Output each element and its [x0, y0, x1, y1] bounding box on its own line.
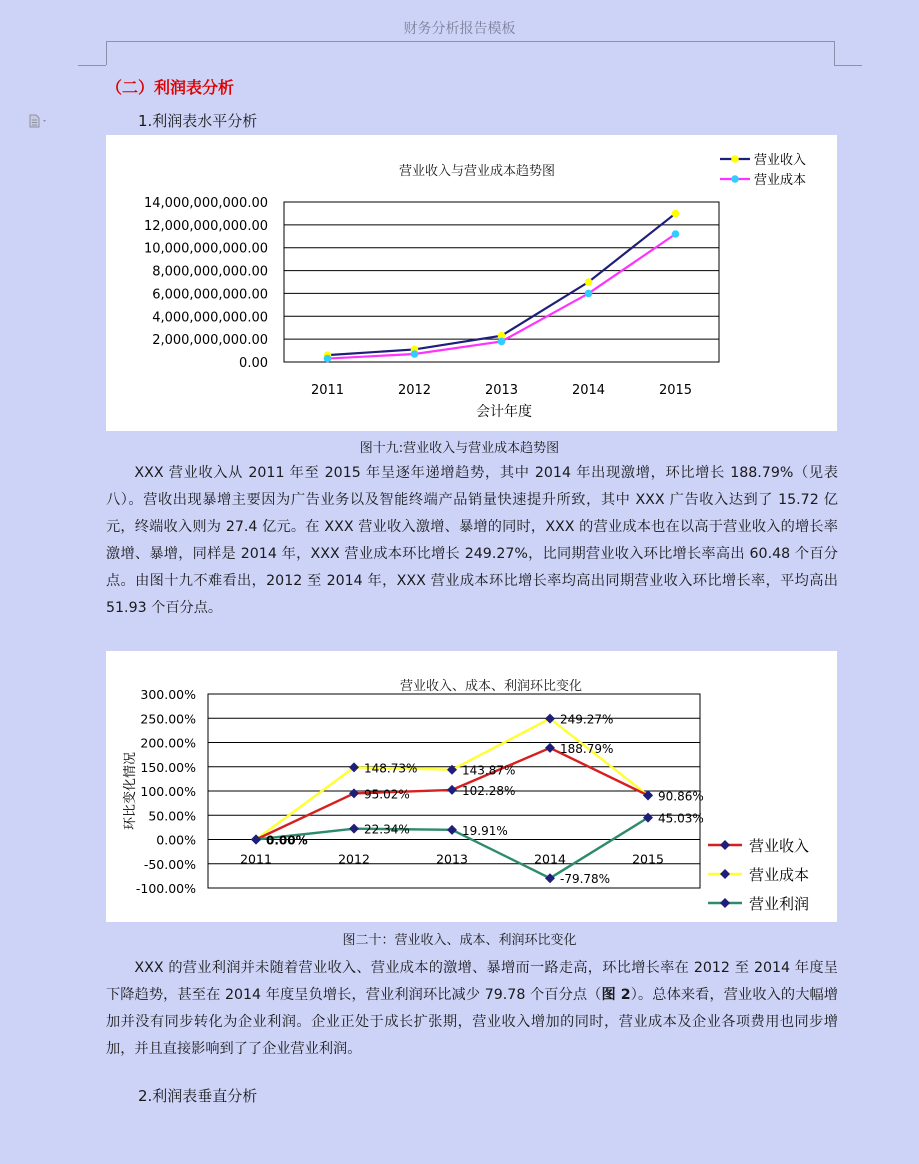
data-point [672, 210, 680, 218]
y-tick-label: -50.00% [143, 856, 196, 872]
paragraph-revenue-analysis [106, 460, 838, 622]
data-point [672, 230, 680, 238]
chart-growth-container [106, 651, 837, 922]
data-point [585, 278, 593, 286]
legend-marker [731, 155, 739, 163]
legend-label: 营业成本 [754, 173, 807, 188]
data-label: 45.03% [658, 811, 704, 826]
data-label: 143.87% [462, 763, 516, 778]
data-label: 148.73% [364, 761, 418, 776]
y-tick-label: 250.00% [140, 711, 196, 727]
data-label: 0.00% [266, 833, 308, 848]
data-label: 95.02% [364, 787, 410, 802]
data-label: 22.34% [364, 822, 410, 837]
series-line-1 [256, 719, 648, 840]
chart-trend-container [106, 135, 837, 431]
x-tick-label: 2011 [240, 851, 272, 867]
paragraph-text-c: ）。总体来看，营业收入的大幅增加并没有同步转化为企业利润。企业正处于成长扩张期，营业收入增加的同时，营业成本及企业各项费用也同步增加，并且直接影响到了了企业营业利润。 [106, 987, 838, 1057]
y-axis-label: 环比变化情况 [123, 751, 138, 831]
y-tick-label: 6,000,000,000.00 [152, 287, 268, 303]
y-tick-label: 14,000,000,000.00 [143, 196, 268, 211]
data-label: 102.28% [462, 783, 516, 798]
data-point [324, 355, 332, 363]
page-header: 财务分析报告模板 [403, 21, 516, 37]
data-point [545, 743, 555, 753]
legend-label: 营业成本 [749, 866, 810, 884]
x-tick-label: 2015 [632, 851, 664, 867]
y-tick-label: 4,000,000,000.00 [152, 310, 268, 326]
chart-growth-change [106, 651, 837, 922]
data-point [447, 825, 457, 835]
x-tick-label: 2012 [397, 383, 432, 398]
y-tick-label: 2,000,000,000.00 [152, 333, 268, 349]
section-title: （二）利润表分析 [106, 78, 235, 97]
subheading-horizontal: 1.利润表水平分析 [138, 112, 258, 130]
margin-mark-right-h [834, 65, 862, 66]
x-axis-label: 会计年度 [476, 404, 532, 420]
data-point [349, 788, 359, 798]
x-tick-label: 2013 [484, 383, 519, 398]
document-icon[interactable] [28, 114, 50, 128]
y-tick-label: 300.00% [140, 687, 196, 702]
paragraph-profit-analysis [106, 955, 838, 1063]
y-tick-label: 150.00% [140, 759, 196, 775]
legend-marker [720, 869, 730, 879]
x-tick-label: 2014 [534, 851, 566, 867]
data-point [447, 765, 457, 775]
data-point [447, 785, 457, 795]
figure-caption-19: 图十九:营业收入与营业成本趋势图 [359, 441, 560, 456]
data-label: 90.86% [658, 789, 704, 804]
legend-marker [720, 840, 730, 850]
data-label: 19.91% [462, 823, 508, 838]
chart-title: 营业收入、成本、利润环比变化 [399, 679, 583, 694]
data-point [411, 350, 419, 358]
data-point [585, 290, 593, 298]
x-tick-label: 2014 [571, 383, 606, 398]
legend-marker [720, 898, 730, 908]
data-point [349, 824, 359, 834]
legend-label: 营业收入 [754, 153, 807, 168]
data-point [498, 338, 506, 346]
data-label: 249.27% [560, 712, 614, 727]
y-tick-label: 12,000,000,000.00 [143, 218, 268, 234]
legend-label: 营业利润 [749, 895, 810, 913]
y-tick-label: 200.00% [140, 735, 196, 751]
data-label: -79.78% [560, 872, 611, 887]
y-tick-label: 0.00 [239, 356, 268, 371]
margin-mark-left-h [78, 65, 106, 66]
figure-reference: 图 2 [601, 987, 631, 1003]
paragraph-text: XXX 营业收入从 2011 年至 2015 年呈逐年递增趋势，其中 2014 年出现激增，环比增长 188.79%（见表八）。营收出现暴增主要因为广告业务以及智能终端产品销量快速提升所致，其中 XXX 广告收入达到了 15.72 亿元，终端收入则为 27.4 亿元。在 XXX 营业收入激增、暴增的同时，XXX 的营业成本也在以高于营业收入的增长率激增、暴增，同样是 2014 年，XXX 营业成本环比增长 249.27%，比同期营业收入环比增长率高出 60.48 个百分点。由图十九不难看出，2012 至 2014 年，XXX 营业成本环比增长率均高出同期营业收入环比增长率，平均高出 51.93 个百分点。 [106, 465, 838, 616]
y-tick-label: 100.00% [140, 784, 196, 799]
legend-marker [731, 175, 739, 183]
header-rule [106, 41, 834, 42]
chart-title: 营业收入与营业成本趋势图 [398, 164, 556, 179]
paragraph-text-a: XXX 的营业利润并未随着营业收入、营业成本的激增、暴增而一路走高，环比增长率在 2012 至 2014 年度呈下降趋势，甚至在 2014 年度呈负增长，营业利润环比减少 79.78 个百分点（ [106, 960, 838, 1003]
y-tick-label: 10,000,000,000.00 [143, 241, 268, 257]
legend-label: 营业收入 [749, 837, 810, 855]
subheading-vertical: 2.利润表垂直分析 [138, 1087, 258, 1105]
chart-revenue-cost-trend [106, 135, 837, 431]
data-label: 188.79% [560, 741, 614, 756]
margin-mark-right [834, 41, 835, 65]
x-tick-label: 2013 [436, 851, 468, 867]
y-tick-label: 8,000,000,000.00 [152, 264, 268, 280]
x-tick-label: 2015 [658, 383, 693, 398]
margin-mark-left [106, 41, 107, 65]
x-tick-label: 2012 [338, 851, 370, 867]
y-tick-label: 50.00% [148, 808, 196, 824]
y-tick-label: -100.00% [135, 881, 196, 896]
x-tick-label: 2011 [310, 383, 345, 398]
y-tick-label: 0.00% [156, 832, 196, 848]
figure-caption-20: 图二十：营业收入、成本、利润环比变化 [342, 933, 577, 948]
paragraph-text [106, 955, 838, 1063]
